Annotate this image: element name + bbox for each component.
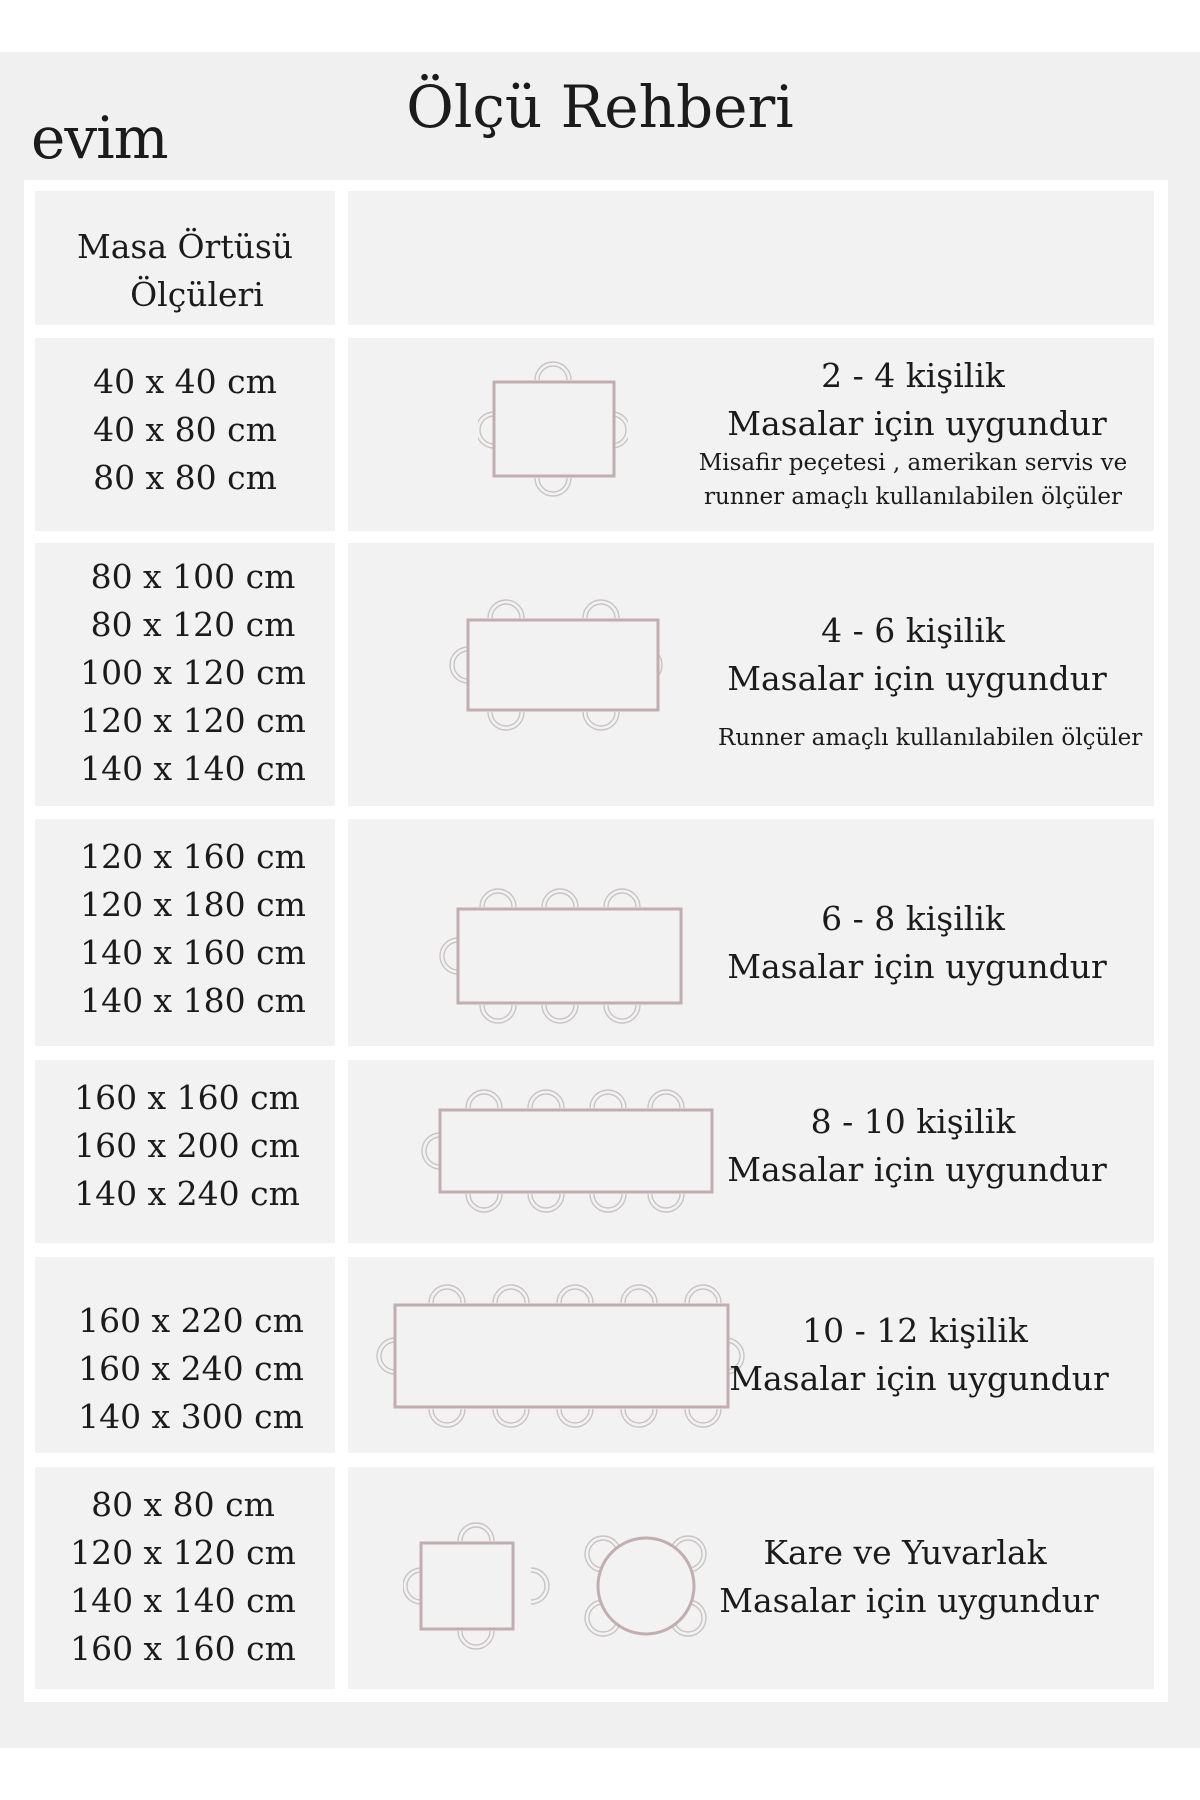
- usage-note: Runner amaçlı kullanılabilen ölçüler: [718, 725, 1143, 751]
- row-6-sizes-cell: [35, 1467, 335, 1689]
- sizes-header-cell: [35, 191, 335, 325]
- size-value: 100 x 120 cm: [80, 653, 306, 692]
- size-value: 80 x 80 cm: [91, 1485, 275, 1524]
- suitable-label: Masalar için uygundur: [719, 1581, 1099, 1620]
- size-value: 140 x 140 cm: [70, 1581, 296, 1620]
- size-value: 140 x 300 cm: [78, 1397, 304, 1436]
- size-list: [37, 1074, 337, 1218]
- suitable-label: Masalar için uygundur: [727, 947, 1107, 986]
- rectangle-table-8-seats-icon: [428, 877, 683, 1027]
- row-6-info-cell: [348, 1467, 1154, 1689]
- size-value: 160 x 220 cm: [78, 1301, 304, 1340]
- size-value: 160 x 160 cm: [70, 1629, 296, 1668]
- row-4-info-cell: [348, 1060, 1154, 1243]
- capacity-label: 8 - 10 kişilik: [810, 1102, 1016, 1141]
- size-value: 160 x 200 cm: [74, 1126, 300, 1165]
- size-value: 40 x 80 cm: [93, 410, 277, 449]
- row-1-sizes-cell: [35, 338, 335, 531]
- capacity-label: 4 - 6 kişilik: [821, 611, 1005, 650]
- suitable-label: Masalar için uygundur: [727, 659, 1107, 698]
- size-value: 120 x 120 cm: [80, 701, 306, 740]
- size-list: [43, 833, 343, 1025]
- sizes-header-label: [35, 223, 335, 319]
- brand-logo: evim: [31, 104, 168, 172]
- row-2-sizes-cell: [35, 543, 335, 806]
- rectangle-table-4-seats-icon: [478, 358, 628, 500]
- capacity-label: Kare ve Yuvarlak: [763, 1533, 1047, 1572]
- capacity-label: 6 - 8 kişilik: [821, 899, 1005, 938]
- size-value: 40 x 40 cm: [93, 362, 277, 401]
- size-list: [35, 358, 335, 502]
- sizes-header-line-1: Masa Örtüsü: [76, 227, 294, 266]
- row-1-info-cell: [348, 338, 1154, 531]
- size-value: 80 x 80 cm: [93, 458, 277, 497]
- size-value: 140 x 180 cm: [80, 981, 306, 1020]
- size-value: 140 x 160 cm: [80, 933, 306, 972]
- size-value: 80 x 100 cm: [90, 557, 296, 596]
- size-list: [43, 553, 343, 793]
- size-value: 140 x 240 cm: [74, 1174, 300, 1213]
- row-3-caption: [698, 895, 1128, 991]
- size-value: 160 x 160 cm: [74, 1078, 300, 1117]
- size-list: [41, 1297, 341, 1441]
- row-5-sizes-cell: [35, 1257, 335, 1453]
- row-3-info-cell: [348, 819, 1154, 1046]
- capacity-label: 2 - 4 kişilik: [821, 356, 1005, 395]
- size-value: 120 x 160 cm: [80, 837, 306, 876]
- rectangle-table-10-seats-icon: [416, 1082, 716, 1222]
- row-5-caption: [698, 1307, 1128, 1403]
- size-value: 80 x 120 cm: [90, 605, 296, 644]
- size-value: 120 x 180 cm: [80, 885, 306, 924]
- row-4-caption: [698, 1098, 1128, 1194]
- size-list: [33, 1481, 333, 1673]
- header-empty-cell: [348, 191, 1154, 325]
- suitable-label: Masalar için uygundur: [727, 404, 1107, 443]
- rectangle-table-6-seats-icon: [448, 588, 663, 738]
- suitable-label: Masalar için uygundur: [729, 1359, 1109, 1398]
- row-2-info-cell: [348, 543, 1154, 806]
- rectangle-table-12-seats-icon: [373, 1271, 748, 1441]
- row-6-caption: [690, 1529, 1120, 1625]
- square-and-round-table-icon: [403, 1521, 733, 1651]
- row-2-caption: [698, 607, 1143, 755]
- usage-note: Misafir peçetesi , amerikan servis ve: [698, 450, 1128, 476]
- size-value: 140 x 140 cm: [80, 749, 306, 788]
- row-1-caption: [698, 352, 1128, 514]
- row-5-info-cell: [348, 1257, 1154, 1453]
- sizes-header-line-2: Ölçüleri: [130, 275, 264, 314]
- size-value: 120 x 120 cm: [70, 1533, 296, 1572]
- capacity-label: 10 - 12 kişilik: [802, 1311, 1028, 1350]
- size-value: 160 x 240 cm: [78, 1349, 304, 1388]
- suitable-label: Masalar için uygundur: [727, 1150, 1107, 1189]
- page-title: Ölçü Rehberi: [406, 73, 794, 141]
- row-3-sizes-cell: [35, 819, 335, 1046]
- usage-note: runner amaçlı kullanılabilen ölçüler: [704, 484, 1122, 510]
- row-4-sizes-cell: [35, 1060, 335, 1243]
